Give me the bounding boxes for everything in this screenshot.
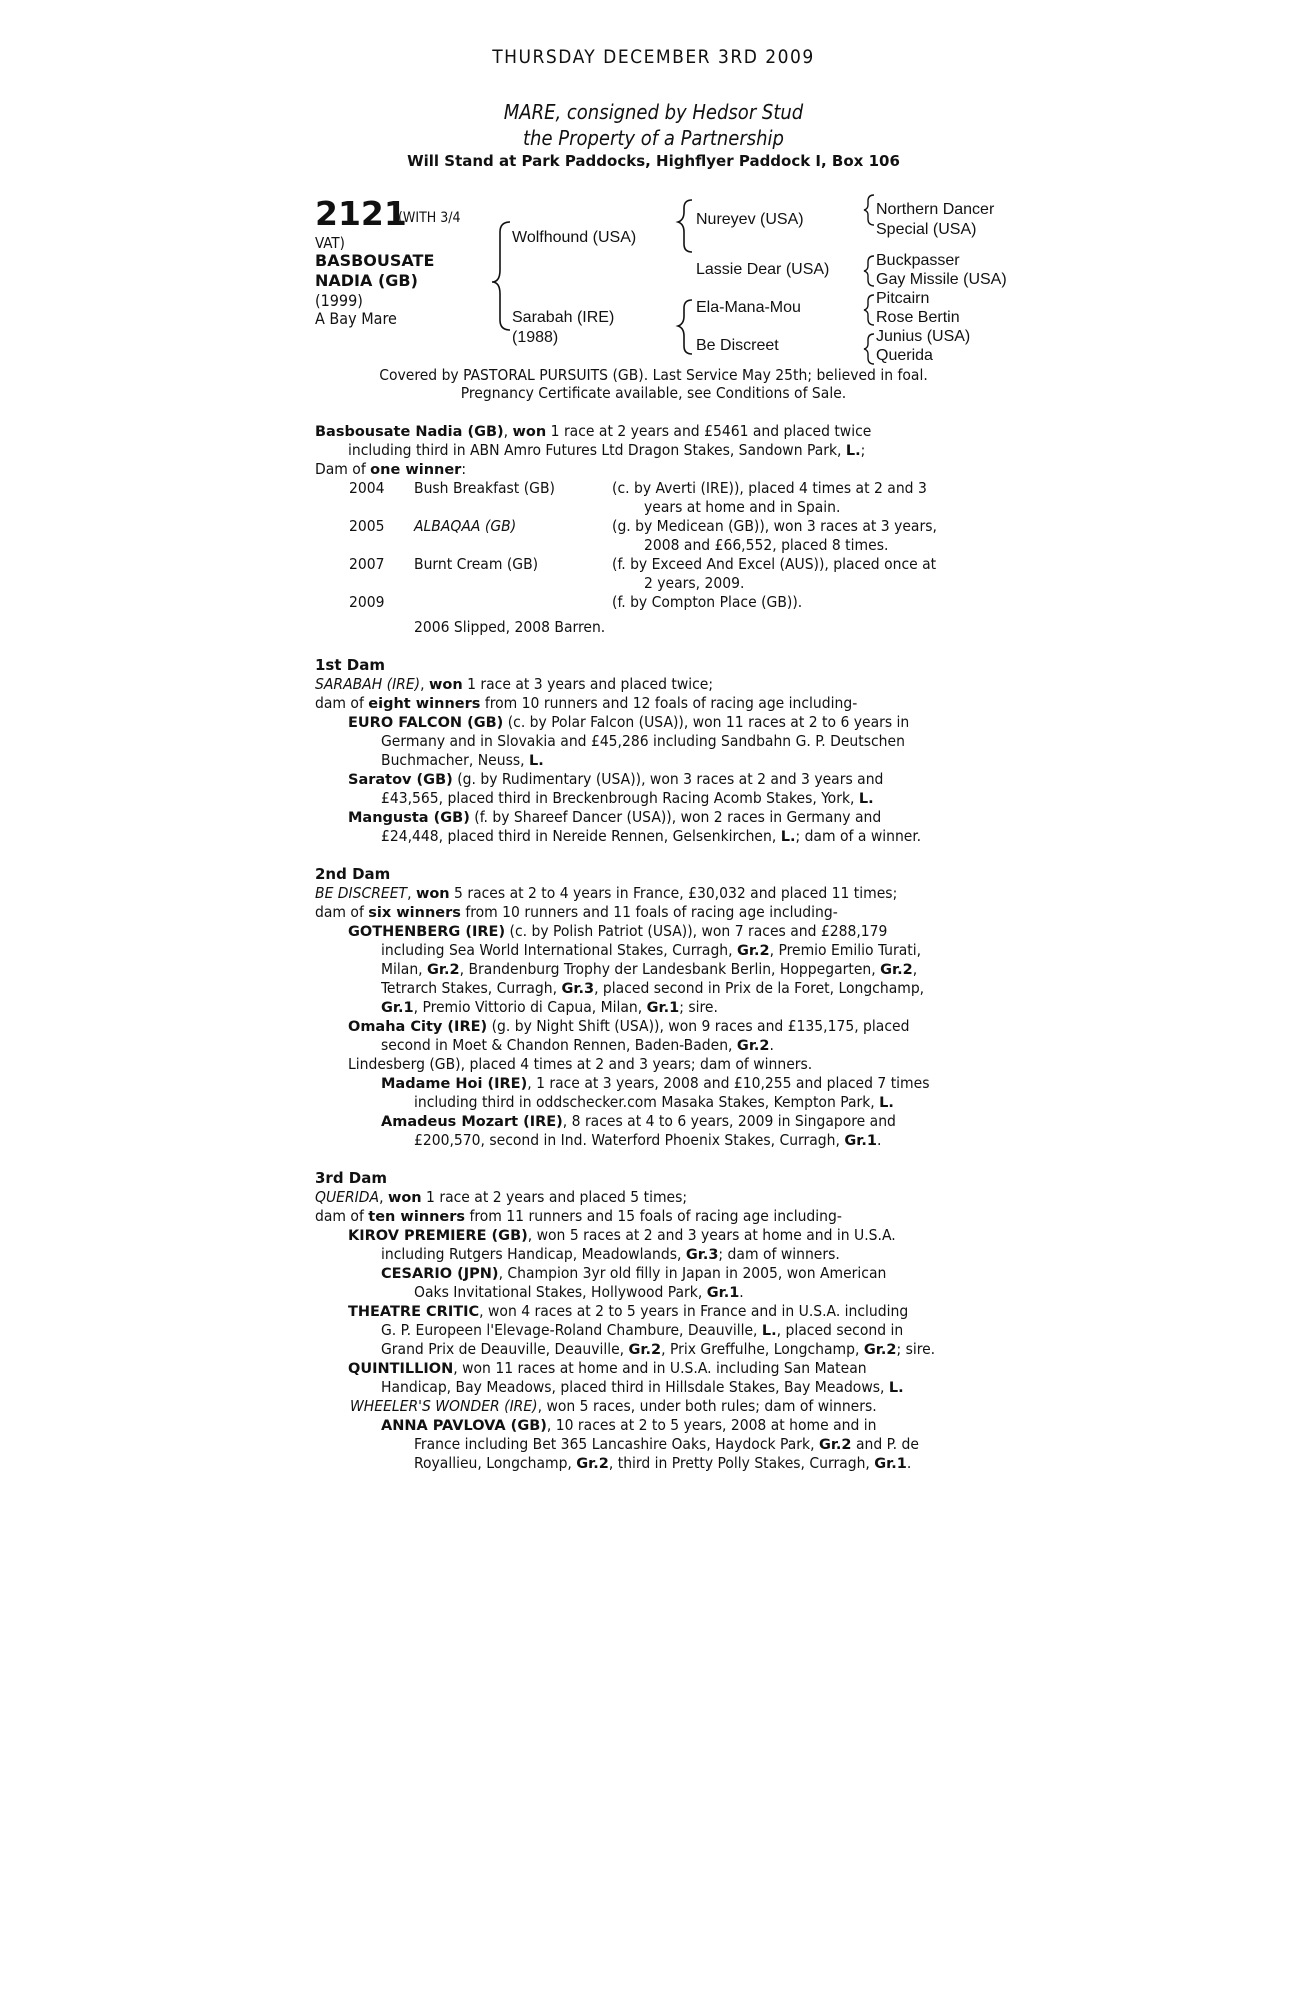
kirov-line-1: KIROV PREMIERE (GB), won 5 races at 2 and 3 years at home and in U.S.A. [348, 1226, 896, 1244]
produce-name: Bush Breakfast (GB) [414, 479, 555, 497]
lot-number: 2121 [315, 194, 407, 233]
omaha-line-2: second in Moet & Chandon Rennen, Baden-Baden, Gr.2. [381, 1036, 774, 1054]
gothenberg-line-5: Gr.1, Premio Vittorio di Capua, Milan, Gr.1; sire. [381, 998, 718, 1016]
pedigree-ssd: Special (USA) [876, 221, 977, 238]
pedigree-sd: Lassie Dear (USA) [696, 261, 830, 278]
dam-brace [678, 300, 692, 354]
saratov-line-1: Saratov (GB) (g. by Rudimentary (USA)), won 3 races at 2 and 3 years and [348, 770, 884, 788]
second-dam-heading: 2nd Dam [315, 865, 391, 883]
gothenberg-line-3: Milan, Gr.2, Brandenburg Trophy der Landesbank Berlin, Hoppegarten, Gr.2, [381, 960, 918, 978]
pedigree-brackets [0, 0, 1307, 400]
pedigree-dam: Sarabah (IRE) [512, 309, 615, 326]
produce-year: 2005 [349, 517, 385, 535]
consignor-line: MARE, consigned by Hedsor Stud [503, 100, 804, 124]
sire-brace [678, 200, 692, 252]
location-line: Will Stand at Park Paddocks, Highflyer Paddock I, Box 106 [407, 152, 900, 170]
theatre-critic-line-2: G. P. Europeen l'Elevage-Roland Chambure, Deauville, L., placed second in [381, 1321, 904, 1339]
madame-hoi-line-1: Madame Hoi (IRE), 1 race at 3 years, 2008 and £10,255 and placed 7 times [381, 1074, 930, 1092]
euro-falcon-line-3: Buchmacher, Neuss, L. [381, 751, 544, 769]
wheelers-wonder-line: WHEELER'S WONDER (IRE), won 5 races, under both rules; dam of winners. [350, 1397, 877, 1415]
third-dam-line-2: dam of ten winners from 11 runners and 15 foals of racing age including- [315, 1207, 842, 1225]
produce-year: 2009 [349, 593, 385, 611]
quintillion-line-2: Handicap, Bay Meadows, placed third in Hillsdale Stakes, Bay Meadows, L. [381, 1378, 904, 1396]
horse-name-a: BASBOUSATE [315, 251, 435, 270]
horse-name-b: NADIA (GB) [315, 271, 418, 290]
produce-detail-2: 2008 and £66,552, placed 8 times. [644, 536, 889, 554]
intro-line-1: Basbousate Nadia (GB), won 1 race at 2 years and £5461 and placed twice [315, 422, 872, 440]
omaha-line-1: Omaha City (IRE) (g. by Night Shift (USA)), won 9 races and £135,175, placed [348, 1017, 910, 1035]
gothenberg-line-4: Tetrarch Stakes, Curragh, Gr.3, placed second in Prix de la Foret, Longchamp, [381, 979, 925, 997]
quintillion-line-1: QUINTILLION, won 11 races at home and in U.S.A. including San Matean [348, 1359, 867, 1377]
pedigree-dss: Pitcairn [876, 290, 930, 307]
madame-hoi-line-2: including third in oddschecker.com Masaka Stakes, Kempton Park, L. [414, 1093, 894, 1111]
anna-pavlova-line-2: France including Bet 365 Lancashire Oaks, Haydock Park, Gr.2 and P. de [414, 1435, 919, 1453]
produce-note: 2006 Slipped, 2008 Barren. [414, 618, 606, 636]
second-dam-line-1: BE DISCREET, won 5 races at 2 to 4 years in France, £30,032 and placed 11 times; [315, 884, 898, 902]
mare-name: Basbousate Nadia (GB) [315, 424, 504, 440]
property-line: the Property of a Partnership [523, 126, 784, 150]
ss-brace [864, 195, 874, 225]
cesario-line-1: CESARIO (JPN), Champion 3yr old filly in Japan in 2005, won American [381, 1264, 887, 1282]
pedigree-dsd: Rose Bertin [876, 309, 960, 326]
won-label: won [512, 424, 547, 440]
theatre-critic-line-1: THEATRE CRITIC, won 4 races at 2 to 5 years in France and in U.S.A. including [348, 1302, 909, 1320]
pedigree-ss: Nureyev (USA) [696, 211, 804, 228]
foaling-year: (1999) [315, 291, 363, 310]
covered-line-1: Covered by PASTORAL PURSUITS (GB). Last Service May 25th; believed in foal. [379, 366, 928, 384]
amadeus-line-1: Amadeus Mozart (IRE), 8 races at 4 to 6 years, 2009 in Singapore and [381, 1112, 896, 1130]
produce-detail-2: years at home and in Spain. [644, 498, 841, 516]
pedigree-dam-year: (1988) [512, 329, 559, 346]
amadeus-line-2: £200,570, second in Ind. Waterford Phoenix Stakes, Curragh, Gr.1. [414, 1131, 882, 1149]
third-dam-line-1: QUERIDA, won 1 race at 2 years and placed 5 times; [315, 1188, 688, 1206]
dd-brace [864, 334, 874, 364]
mangusta-line-1: Mangusta (GB) (f. by Shareef Dancer (USA)), won 2 races in Germany and [348, 808, 882, 826]
produce-detail-1: (f. by Compton Place (GB)). [612, 593, 803, 611]
saratov-line-2: £43,565, placed third in Breckenbrough Racing Acomb Stakes, York, L. [381, 789, 874, 807]
mangusta-line-2: £24,448, placed third in Nereide Rennen, Gelsenkirchen, L.; dam of a winner. [381, 827, 922, 845]
anna-pavlova-line-1: ANNA PAVLOVA (GB), 10 races at 2 to 5 years, 2008 at home and in [381, 1416, 877, 1434]
gothenberg-line-2: including Sea World International Stakes, Curragh, Gr.2, Premio Emilio Turati, [381, 941, 922, 959]
second-dam-line-2: dam of six winners from 10 runners and 11 foals of racing age including- [315, 903, 838, 921]
pedigree-ddd: Querida [876, 347, 933, 364]
ds-brace [864, 295, 874, 325]
covered-line-2: Pregnancy Certificate available, see Conditions of Sale. [460, 384, 847, 402]
produce-detail-1: (f. by Exceed And Excel (AUS)), placed once at [612, 555, 937, 573]
dam-of-line: Dam of one winner: [315, 460, 467, 478]
first-dam-heading: 1st Dam [315, 656, 385, 674]
produce-name: ALBAQAA (GB) [414, 517, 517, 535]
sale-date: THURSDAY DECEMBER 3RD 2009 [492, 46, 815, 68]
pedigree-sdd: Gay Missile (USA) [876, 271, 1007, 288]
gothenberg-line-1: GOTHENBERG (IRE) (c. by Polish Patriot (USA)), won 7 races and £288,179 [348, 922, 888, 940]
anna-pavlova-line-3: Royallieu, Longchamp, Gr.2, third in Pretty Polly Stakes, Curragh, Gr.1. [414, 1454, 912, 1472]
pedigree-ds: Ela-Mana-Mou [696, 299, 801, 316]
produce-name: Burnt Cream (GB) [414, 555, 539, 573]
kirov-line-2: including Rutgers Handicap, Meadowlands, Gr.3; dam of winners. [381, 1245, 840, 1263]
pedigree-dd: Be Discreet [696, 337, 779, 354]
pedigree-dds: Junius (USA) [876, 328, 971, 345]
sd-brace [864, 256, 874, 286]
theatre-critic-line-3: Grand Prix de Deauville, Deauville, Gr.2, Prix Greffulhe, Longchamp, Gr.2; sire. [381, 1340, 936, 1358]
intro-line-2: including third in ABN Amro Futures Ltd Dragon Stakes, Sandown Park, L.; [348, 441, 866, 459]
vat-note-a: (WITH 3/4 [398, 210, 461, 226]
euro-falcon-line-2: Germany and in Slovakia and £45,286 including Sandbahn G. P. Deutschen [381, 732, 905, 750]
pedigree-sire: Wolfhound (USA) [512, 229, 637, 246]
pedigree-sds: Buckpasser [876, 252, 960, 269]
produce-detail-1: (g. by Medicean (GB)), won 3 races at 3 years, [612, 517, 937, 535]
pedigree-sss: Northern Dancer [876, 201, 995, 218]
produce-year: 2004 [349, 479, 385, 497]
main-brace [492, 222, 510, 330]
produce-year: 2007 [349, 555, 385, 573]
produce-detail-2: 2 years, 2009. [644, 574, 745, 592]
vat-note-b: VAT) [315, 234, 345, 252]
first-dam-line-2: dam of eight winners from 10 runners and 12 foals of racing age including- [315, 694, 858, 712]
euro-falcon-line-1: EURO FALCON (GB) (c. by Polar Falcon (USA)), won 11 races at 2 to 6 years in [348, 713, 910, 731]
horse-description: A Bay Mare [315, 309, 397, 328]
produce-detail-1: (c. by Averti (IRE)), placed 4 times at 2 and 3 [612, 479, 927, 497]
lindesberg-line: Lindesberg (GB), placed 4 times at 2 and 3 years; dam of winners. [348, 1055, 813, 1073]
cesario-line-2: Oaks Invitational Stakes, Hollywood Park, Gr.1. [414, 1283, 744, 1301]
third-dam-heading: 3rd Dam [315, 1169, 387, 1187]
first-dam-line-1: SARABAH (IRE), won 1 race at 3 years and placed twice; [315, 675, 714, 693]
